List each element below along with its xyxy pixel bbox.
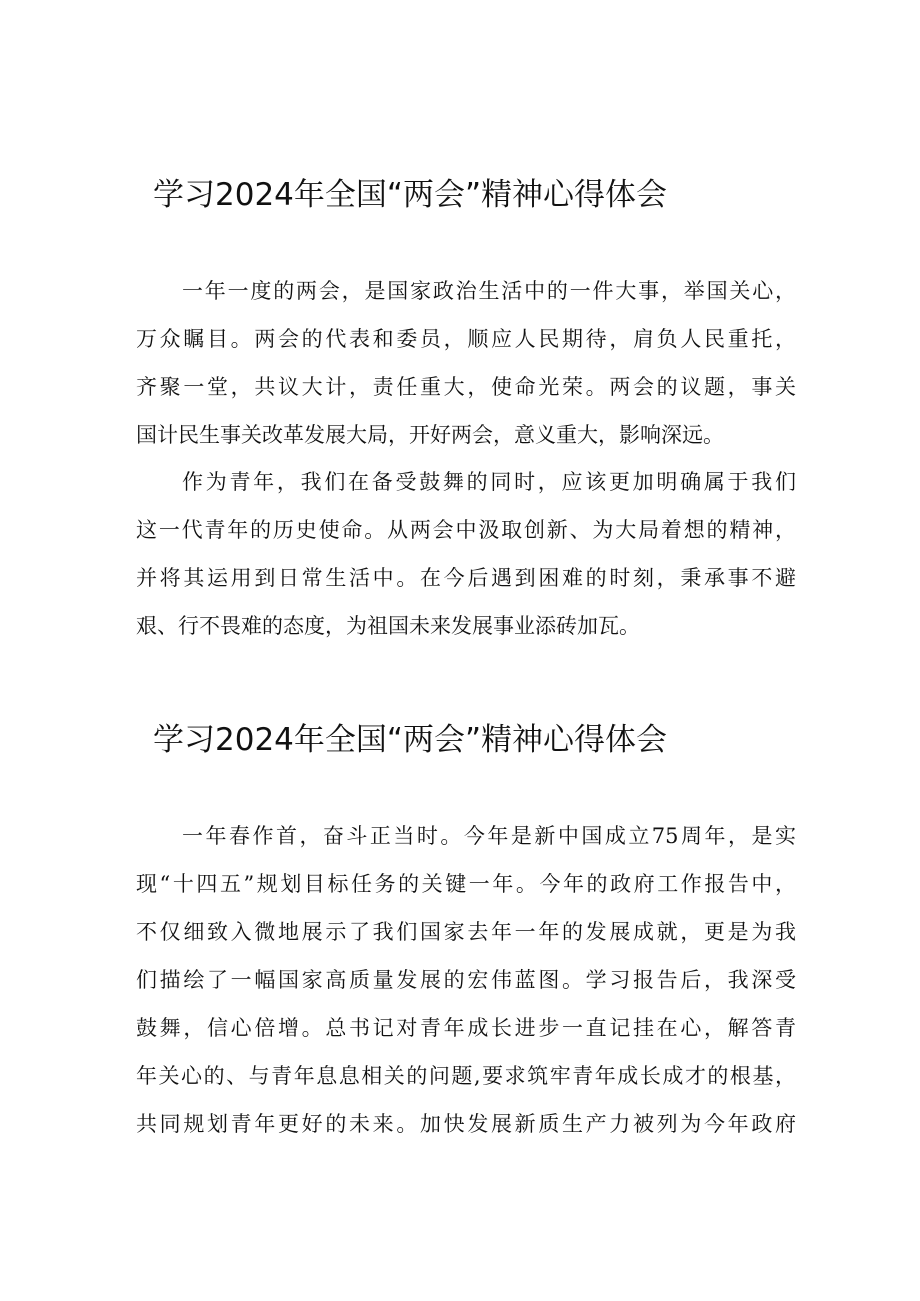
paragraph-line: 并将其运用到日常生活中。在今后遇到困难的时刻，秉承事不避	[136, 566, 796, 590]
paragraph-line: 艰、行不畏难的态度，为祖国未来发展事业添砖加瓦。	[136, 614, 640, 638]
paragraph-line: 这一代青年的历史使命。从两会中汲取创新、为大局着想的精神，	[136, 518, 796, 542]
paragraph-line: 齐聚一堂，共议大计，责任重大，使命光荣。两会的议题，事关	[136, 375, 796, 399]
paragraph-line: 们描绘了一幅国家高质量发展的宏伟蓝图。学习报告后，我深受	[136, 968, 796, 992]
paragraph-line: 国计民生事关改革发展大局，开好两会，意义重大，影响深远。	[136, 423, 724, 447]
paragraph-line: 鼓舞，信心倍增。总书记对青年成长进步一直记挂在心，解答青	[136, 1016, 796, 1040]
paragraph-line: 共同规划青年更好的未来。加快发展新质生产力被列为今年政府	[136, 1112, 796, 1136]
paragraph-line: 一年一度的两会，是国家政治生活中的一件大事，举国关心，	[182, 279, 796, 303]
paragraph	[136, 458, 796, 650]
paragraph-line: 年关心的、与青年息息相关的问题,要求筑牢青年成长成才的根基，	[136, 1064, 796, 1088]
paragraph	[136, 812, 796, 1148]
paragraph-line: 作为青年，我们在备受鼓舞的同时，应该更加明确属于我们	[182, 470, 796, 494]
paragraph-line: 一年春作首，奋斗正当时。今年是新中国成立75周年，是实	[182, 824, 796, 848]
article-title: 学习2024年全国“两会”精神心得体会	[153, 722, 668, 758]
paragraph-line: 万众瞩目。两会的代表和委员，顺应人民期待，肩负人民重托，	[136, 327, 796, 351]
paragraph-line: 现“十四五”规划目标任务的关键一年。今年的政府工作报告中，	[136, 872, 796, 896]
paragraph-line: 不仅细致入微地展示了我们国家去年一年的发展成就，更是为我	[136, 920, 796, 944]
paragraph	[136, 267, 796, 459]
article-title: 学习2024年全国“两会”精神心得体会	[153, 177, 668, 213]
